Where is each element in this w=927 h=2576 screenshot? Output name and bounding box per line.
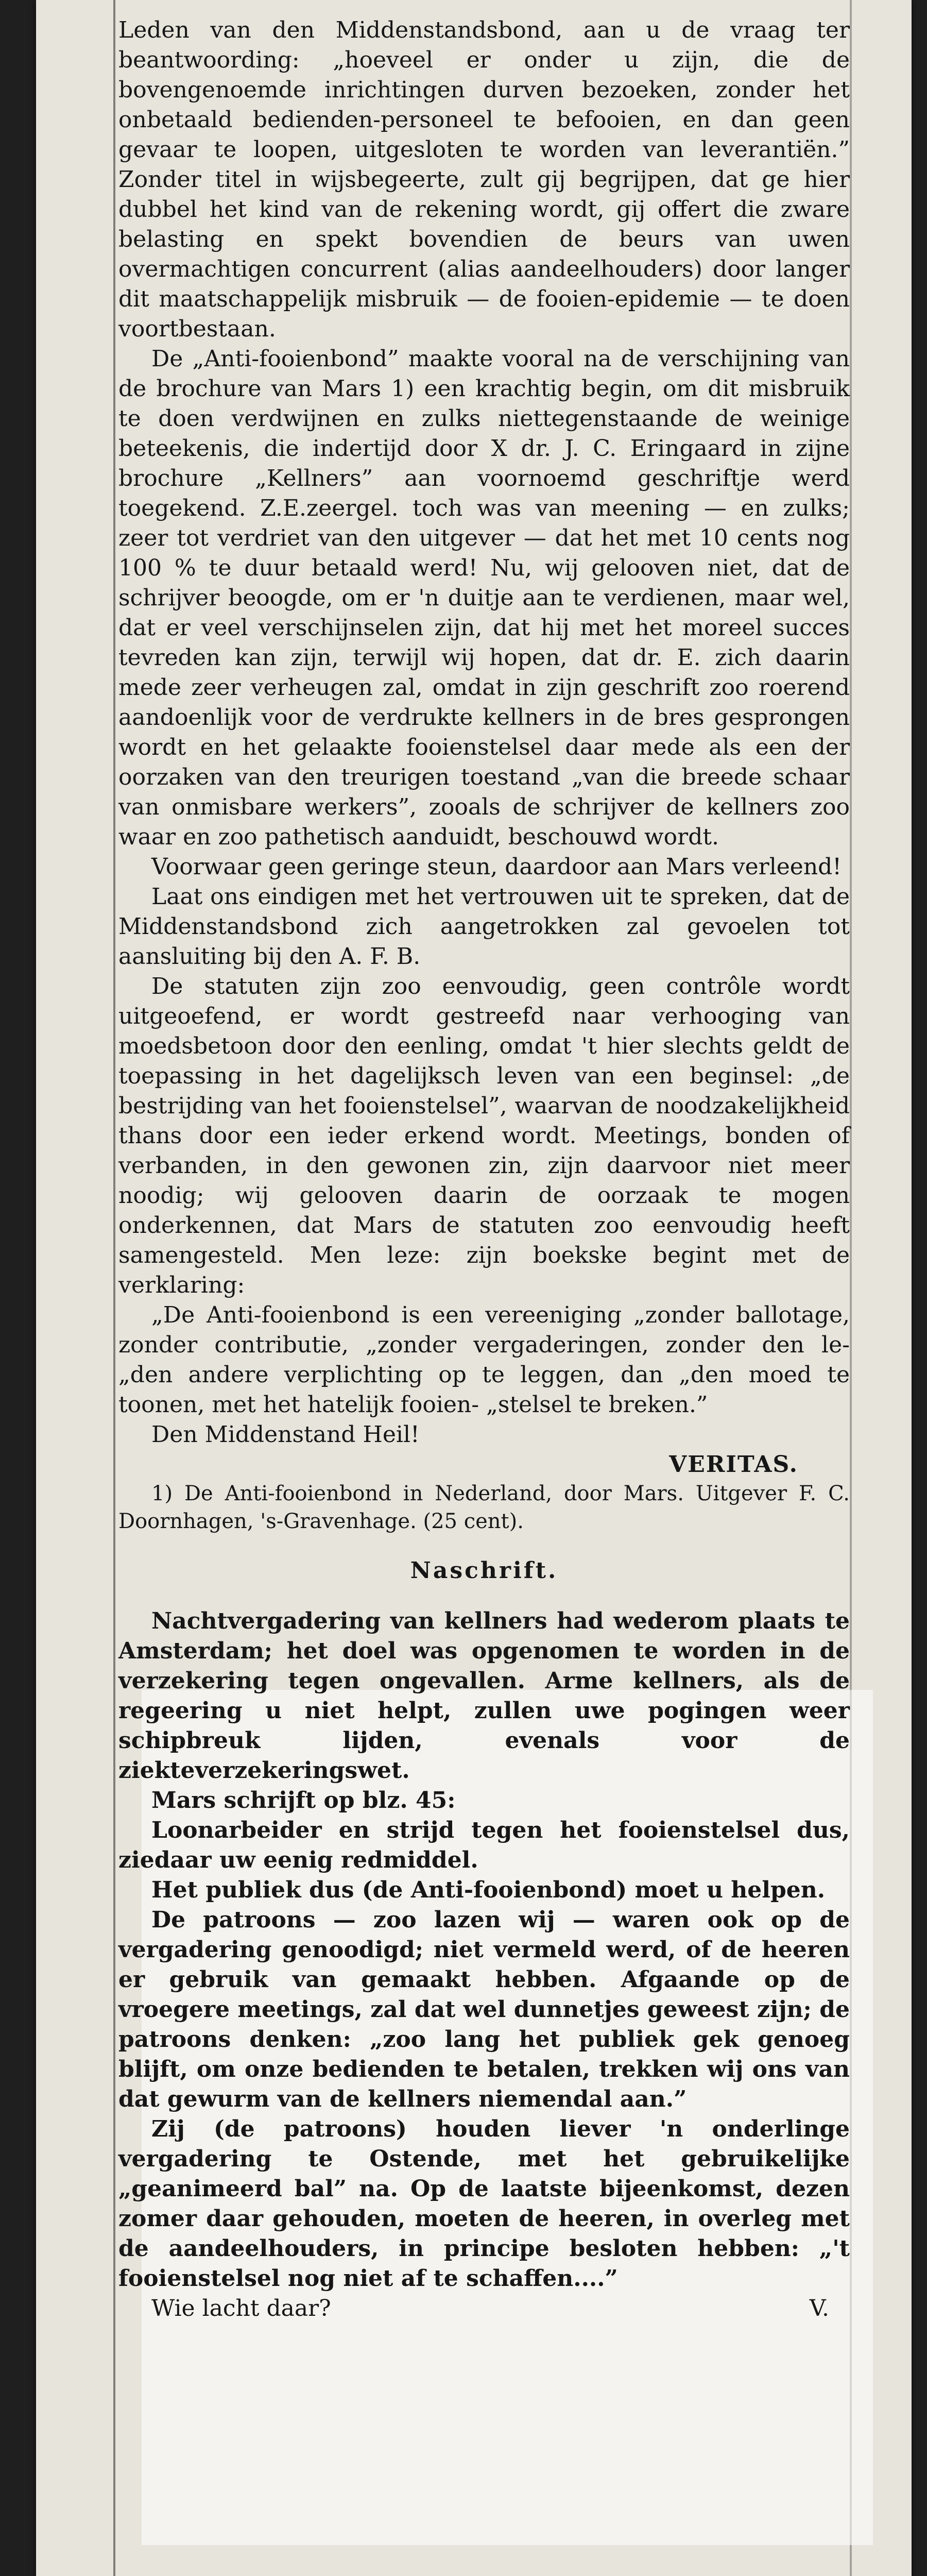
closing-line	[118, 1420, 850, 1450]
article-paragraph-3: Voorwaar geen geringe steun, daardoor aan Mars verleend!	[151, 854, 842, 880]
article-paragraph-1: Leden van den Middenstandsbond, aan u de vraag ter beantwoording: „hoeveel er onder u zijn, die de bovengenoemde inrichtingen durven bezoeken, zonder het onbetaald bedienden-personeel te befooien, en dan geen gevaar te loopen, uitgesloten te worden van leverantiën.” Zonder titel in wijsbegeerte, zult gij begrijpen, dat ge hier dubbel het kind van de rekening wordt, gij offert die zware belasting en spekt bovendien de beurs van uwen overmachtigen concurrent (alias aandeelhouders) door langer dit maatschappelijk misbruik — de fooien-epidemie — te doen voortbestaan.	[118, 17, 850, 342]
postscript	[118, 1606, 850, 2324]
article-paragraph-2: De „Anti-fooienbond” maakte vooral na de verschijning van de brochure van Mars 1) een krachtig begin, om dit misbruik te doen verdwijnen en zulks niettegenstaande de weinige beteekenis, die indertijd door X dr. J. C. Eringaard in zijne brochure „Kellners” aan voornoemd geschriftje werd toegekend. Z.E.zeergel. toch was van meening — en zulks; zeer tot verdriet van den uitgever — dat het met 10 cents nog 100 % te duur betaald werd! Nu, wij gelooven niet, dat de schrijver beoogde, om er 'n duitje aan te verdienen, maar wel, dat er veel verschijnselen zijn, dat hij met het moreel succes tevreden kan zijn, terwijl wij hopen, dat dr. E. zich daarin mede zeer verheugen zal, omdat in zijn geschrift zoo roerend aandoenlijk voor de verdrukte kellners in de bres gesprongen wordt en het gelaakte fooienstelsel daar mede als een der oorzaken van den treurigen toestand „van die breede schaar van onmisbare werkers”, zooals de schrijver de kellners zoo waar en zoo pathetisch aanduidt, beschouwd wordt.	[118, 346, 850, 850]
postscript-title: Naschrift.	[410, 1557, 558, 1584]
footnote: 1) De Anti-fooienbond in Nederland, door Mars. Uitgever F. C. Doornhagen, 's-Gravenhage. (25 cent).	[118, 1482, 850, 1533]
postscript-paragraph-3: Loonarbeider en strijd tegen het fooienstelsel dus, ziedaar uw eenig redmiddel.	[118, 1817, 850, 1873]
article-quote: „De Anti-fooienbond is een vereeniging „zonder ballotage, zonder contributie, „zonder vergaderingen, zonder den le- „den andere verplichting op te leggen, dan „den moed te toonen, met het hatelijk fooien- „stelsel te breken.”	[118, 1302, 850, 1418]
closing-salutation: Den Middenstand Heil!	[151, 1421, 420, 1448]
newspaper-clipping	[36, 0, 912, 2576]
final-question: Wie lacht daar?	[151, 2295, 331, 2321]
signature-row	[118, 1450, 850, 1480]
column-rule-left	[113, 0, 115, 2576]
postscript-paragraph-4: Het publiek dus (de Anti-fooienbond) moet u helpen.	[151, 1877, 826, 1903]
author-signature: VERITAS.	[669, 1451, 798, 1478]
article-paragraph-5: De statuten zijn zoo eenvoudig, geen contrôle wordt uitgeoefend, er wordt gestreefd naar verhooging van moedsbetoon door den eenling, omdat 't hier slechts geldt de toepassing in het dagelijksch leven van een beginsel: „de bestrijding van het fooienstelsel”, waarvan de noodzakelijkheid thans door een ieder erkend wordt. Meetings, bonden of verbanden, in den gewonen zin, zijn daarvoor niet meer noodig; wij gelooven daarin de oorzaak te mogen onderkennen, dat Mars de statuten zoo eenvoudig heeft samengesteld. Men leze: zijn boekske begint met de verklaring:	[118, 973, 850, 1298]
final-initial: V.	[809, 2295, 829, 2321]
article-paragraph-4: Laat ons eindigen met het vertrouwen uit te spreken, dat de Middenstandsbond zich aangetrokken zal gevoelen tot aansluiting bij den A. F. B.	[118, 884, 850, 970]
postscript-paragraph-2: Mars schrijft op blz. 45:	[151, 1787, 456, 1814]
article-body	[118, 15, 850, 2324]
postscript-paragraph-5: De patroons — zoo lazen wij — waren ook op de vergadering genoodigd; niet vermeld werd, of de heeren er gebruik van gemaakt hebben. Afgaande op de vroegere meetings, zal dat wel dunnetjes geweest zijn; de patroons denken: „zoo lang het publiek gek genoeg blijft, om onze bedienden te betalen, trekken wij ons van dat gewurm van de kellners niemendal aan.”	[118, 1907, 850, 2112]
final-line	[118, 2294, 850, 2324]
postscript-paragraph-6: Zij (de patroons) houden liever 'n onderlinge vergadering te Ostende, met het gebruikelijke „geanimeerd bal” na. Op de laatste bijeenkomst, dezen zomer daar gehouden, moeten de heeren, in overleg met de aandeelhouders, in principe besloten hebben: „'t fooienstelsel nog niet af te schaffen....”	[118, 2116, 850, 2292]
postscript-paragraph-1: Nachtvergadering van kellners had wederom plaats te Amsterdam; het doel was opgenomen te worden in de verzekering tegen ongevallen. Arme kellners, als de regeering u niet helpt, zullen uwe pogingen weer schipbreuk lijden, evenals voor de ziekteverzekeringswet.	[118, 1608, 850, 1784]
